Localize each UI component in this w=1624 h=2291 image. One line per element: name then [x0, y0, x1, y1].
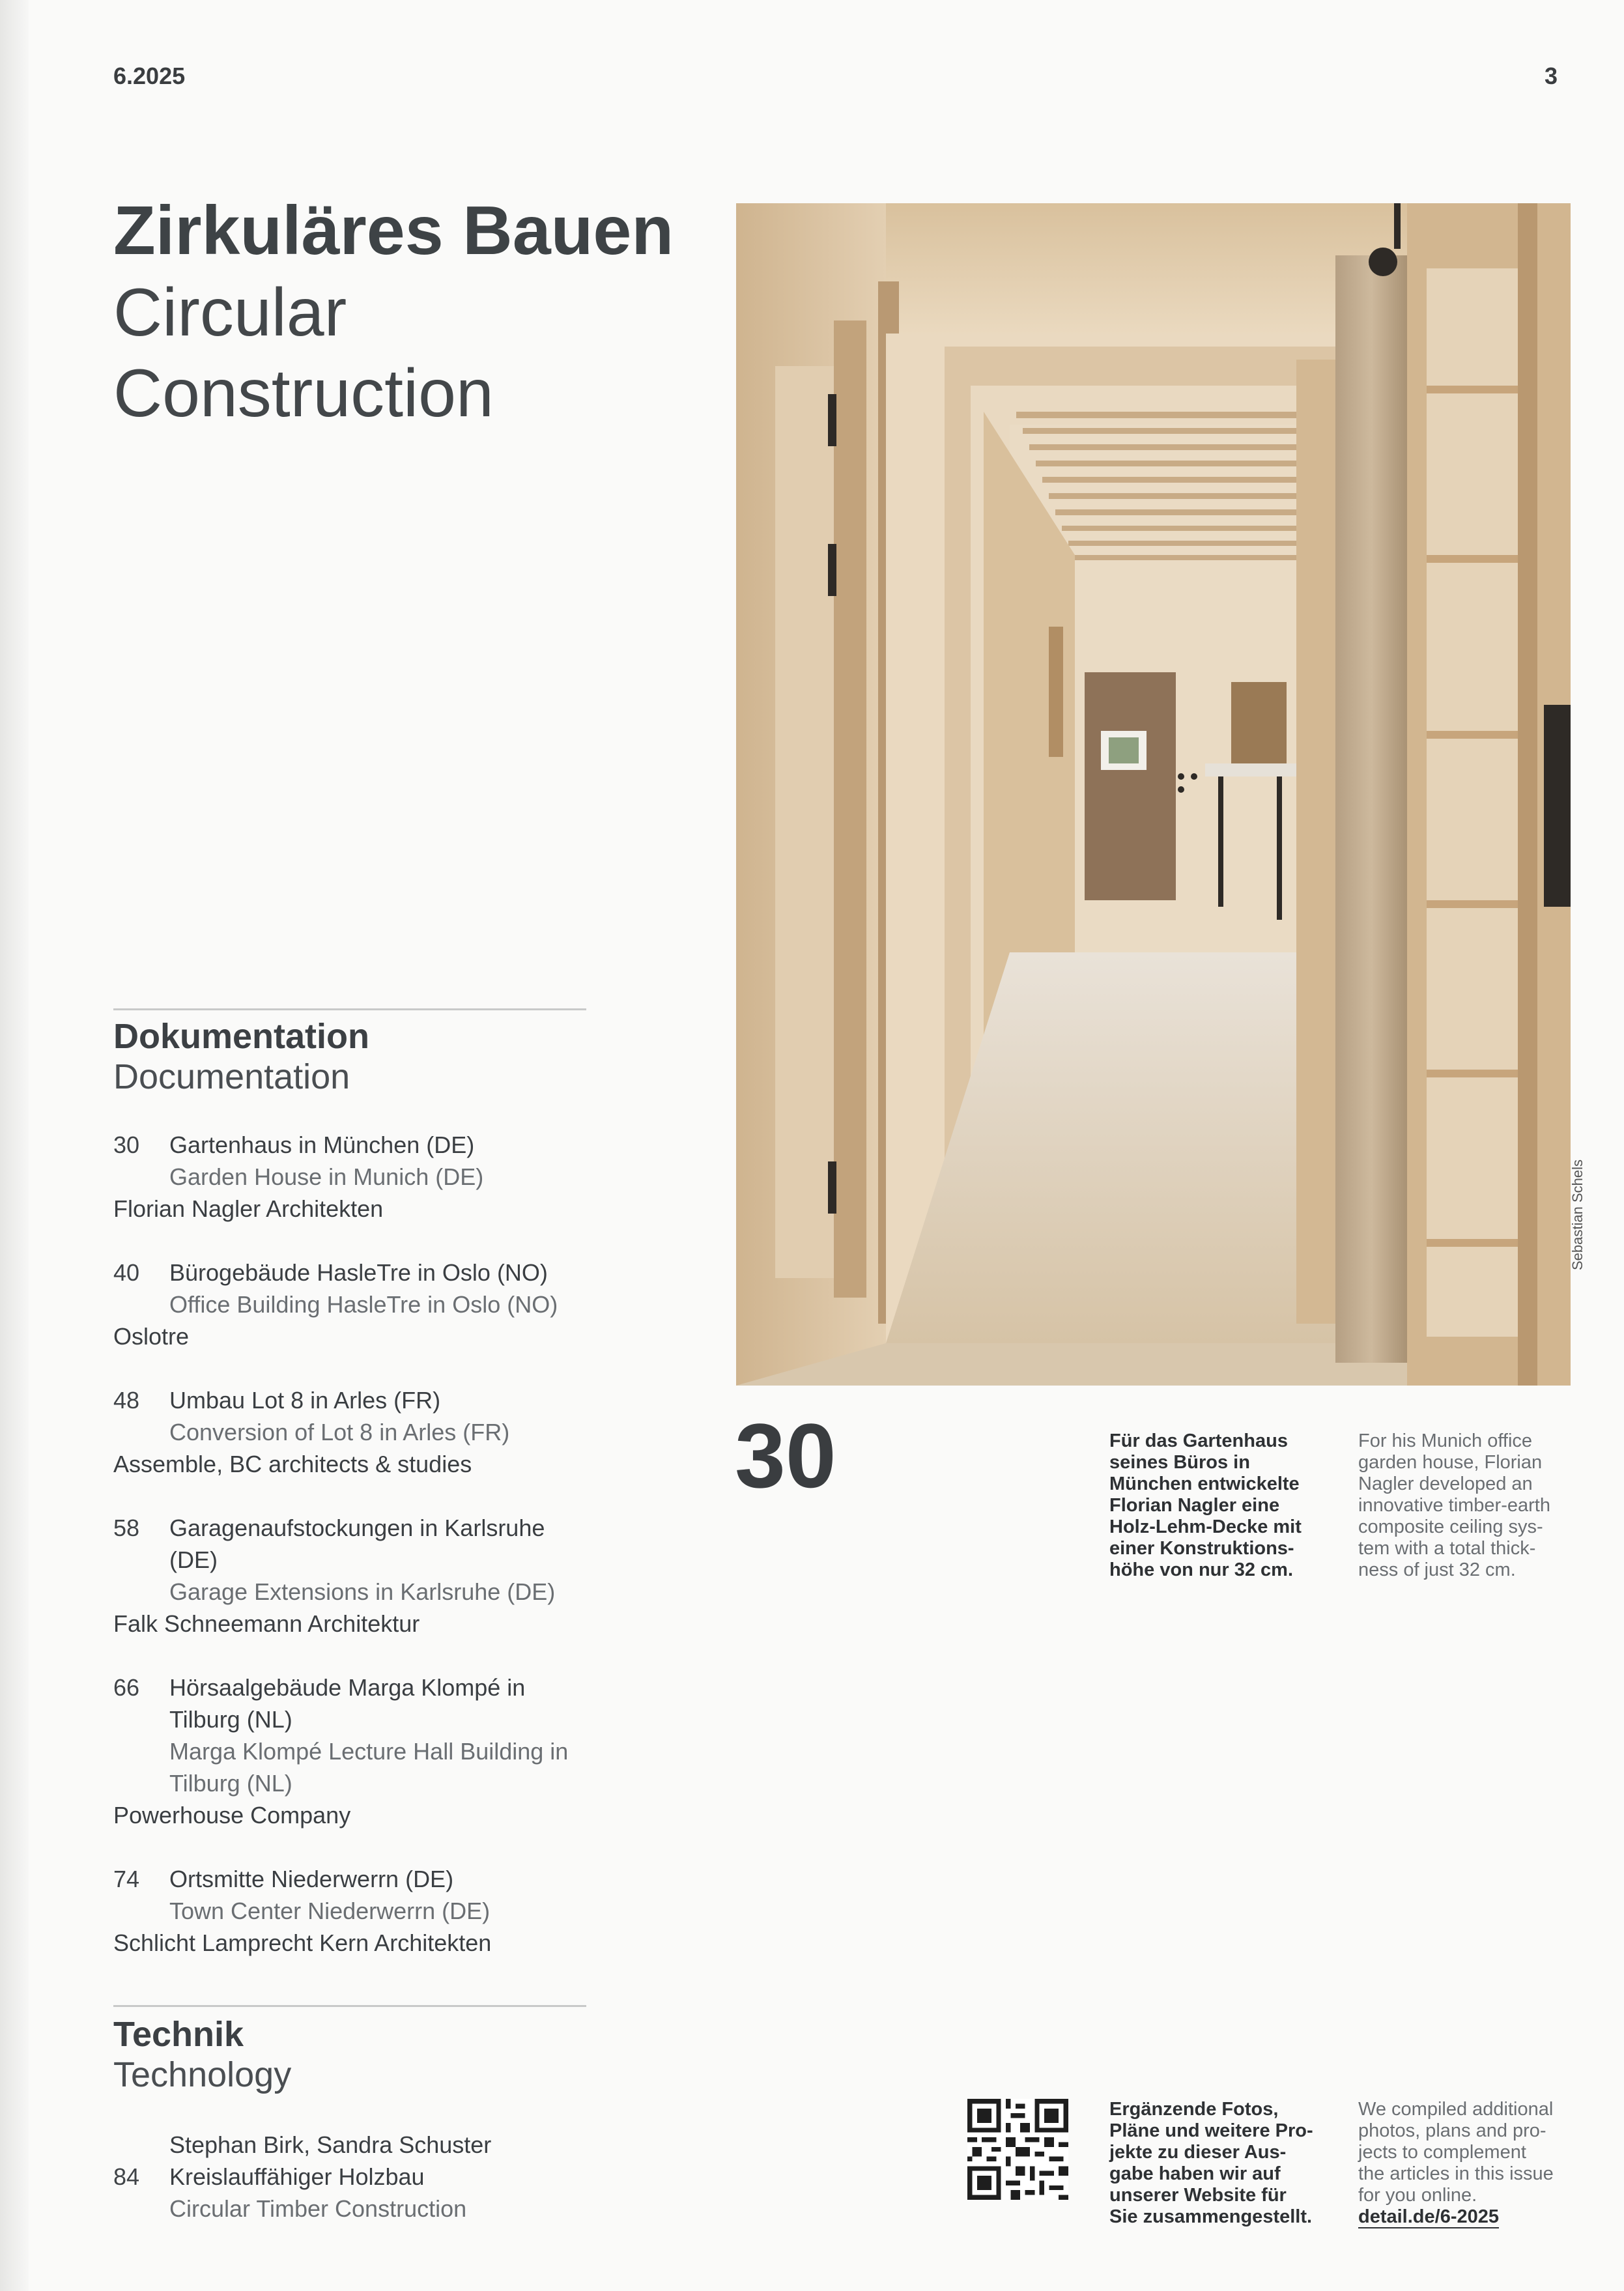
technology-authors: Stephan Birk, Sandra Schuster	[169, 2131, 492, 2158]
toc-entry-title-en: Garden House in Munich (DE)	[169, 1163, 484, 1190]
toc-entry-title-de: Hörsaalgebäude Marga Klompé in	[169, 1674, 526, 1701]
documentation-divider	[113, 1008, 586, 1010]
toc-entry-page: 58	[113, 1515, 140, 1541]
toc-entry-title-en: Town Center Niederwerrn (DE)	[169, 1898, 491, 1924]
toc-entry-page: 74	[113, 1866, 140, 1892]
qr-code[interactable]	[967, 2099, 1068, 2200]
website-link[interactable]: detail.de/6-2025	[1358, 2206, 1499, 2227]
toc-entry-title-de: Tilburg (NL)	[169, 1706, 292, 1733]
issue-number: 6.2025	[113, 63, 186, 89]
toc-entry-title-en: Garage Extensions in Karlsruhe (DE)	[169, 1578, 556, 1605]
technology-heading-de: Technik	[113, 2015, 244, 2054]
feature-caption-en: For his Munich office garden house, Florian Nagler developed an innovative timber-earth composite ceiling sys- tem with a total thick- ness of just 32 cm.	[1358, 1430, 1550, 1580]
technology-title-en: Circular Timber Construction	[169, 2195, 467, 2222]
toc-entry-title-de: Ortsmitte Niederwerrn (DE)	[169, 1866, 454, 1892]
toc-entry-architect: Falk Schneemann Architektur	[113, 1610, 420, 1637]
toc-entry-title-en: Tilburg (NL)	[169, 1770, 292, 1797]
online-text-de: Ergänzende Fotos, Pläne und weitere Pro- jekte zu dieser Aus- gabe haben wir auf unserer Website für Sie zusammengestellt.	[1109, 2099, 1313, 2227]
feature-caption-de: Für das Gartenhaus seines Büros in München entwickelte Florian Nagler eine Holz-Lehm-Decke mit einer Konstruktions- höhe von nur 32 cm.	[1109, 1430, 1302, 1580]
documentation-heading-en: Documentation	[113, 1057, 350, 1096]
photo-credit: Sebastian Schels	[1569, 1160, 1586, 1270]
toc-entry-title-de: (DE)	[169, 1546, 218, 1573]
page-title-german: Zirkuläres Bauen	[113, 192, 674, 269]
online-text-en-line: photos, plans and pro-	[1358, 2120, 1546, 2141]
title-english-line1: Circular	[113, 275, 347, 350]
page-number: 3	[1545, 63, 1558, 89]
toc-entry-title-de: Garagenaufstockungen in Karlsruhe	[169, 1515, 545, 1541]
technology-divider	[113, 2005, 586, 2007]
toc-entry-architect: Assemble, BC architects & studies	[113, 1451, 472, 1477]
online-text-en-line: jects to complement	[1358, 2142, 1526, 2163]
feature-page-number: 30	[735, 1404, 836, 1507]
toc-entry-page: 48	[113, 1387, 140, 1414]
toc-entry-architect: Oslotre	[113, 1323, 190, 1350]
toc-entry-title-de: Umbau Lot 8 in Arles (FR)	[169, 1387, 441, 1414]
binding-edge	[0, 0, 29, 2291]
garden-house-interior-photo	[736, 203, 1571, 1386]
toc-entry-title-en: Office Building HasleTre in Oslo (NO)	[169, 1291, 558, 1318]
technology-page: 84	[113, 2163, 140, 2190]
online-text-en-line: We compiled additional	[1358, 2099, 1554, 2120]
toc-entry-title-de: Bürogebäude HasleTre in Oslo (NO)	[169, 1259, 548, 1286]
toc-entry-title-en: Marga Klompé Lecture Hall Building in	[169, 1738, 569, 1765]
toc-entry-title-de: Gartenhaus in München (DE)	[169, 1131, 475, 1158]
toc-entry-page: 30	[113, 1131, 140, 1158]
toc-entry-architect: Florian Nagler Architekten	[113, 1195, 384, 1222]
technology-heading-en: Technology	[113, 2055, 292, 2094]
online-text-en	[1358, 2099, 1580, 2228]
documentation-heading-de: Dokumentation	[113, 1017, 370, 1056]
toc-entry-title-en: Conversion of Lot 8 in Arles (FR)	[169, 1419, 510, 1445]
online-text-en-line: for you online.	[1358, 2185, 1477, 2206]
technology-title-de: Kreislauffähiger Holzbau	[169, 2163, 425, 2190]
page-title-english	[113, 272, 494, 434]
title-english-line2: Construction	[113, 356, 494, 431]
online-text-en-line: the articles in this issue	[1358, 2163, 1554, 2184]
toc-entry-architect: Schlicht Lamprecht Kern Architekten	[113, 1929, 492, 1956]
toc-entry-page: 66	[113, 1674, 140, 1701]
toc-entry-architect: Powerhouse Company	[113, 1802, 351, 1829]
toc-entry-page: 40	[113, 1259, 140, 1286]
